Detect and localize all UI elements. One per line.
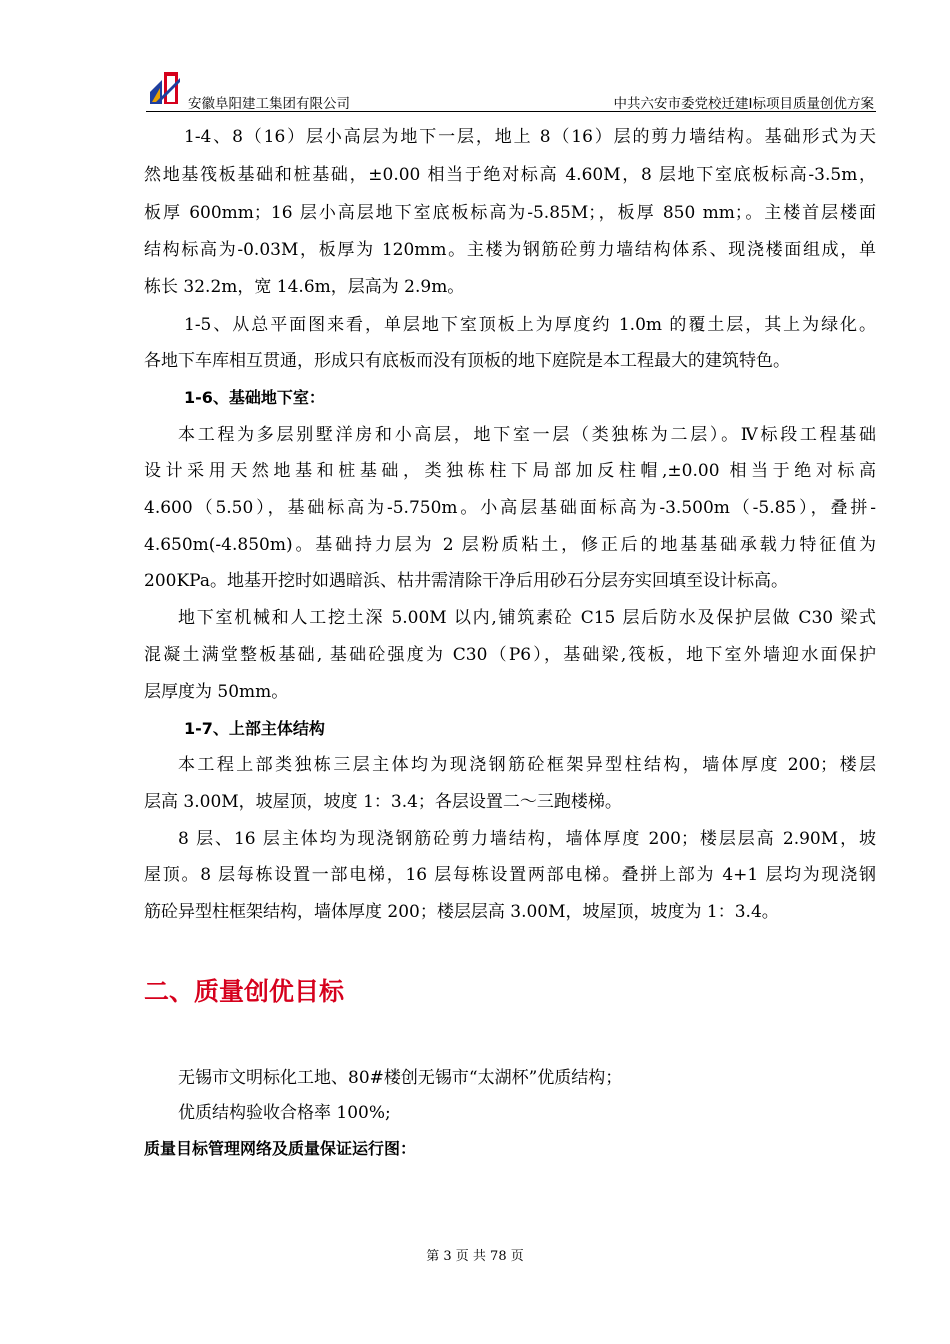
- paragraph-line: 混凝土满堂整板基础, 基础砼强度为 C30（P6），基础梁,筏板，地下室外墙迎水面保护: [144, 645, 876, 665]
- paragraph-line: 200KPa。地基开挖时如遇暗浜、枯井需清除干净后用砂石分层夯实回填至设计标高。: [144, 571, 788, 591]
- paragraph-line: 层高 3.00M，坡屋顶，坡度 1：3.4；各层设置二～三跑楼梯。: [144, 792, 622, 812]
- paragraph-line: 无锡市文明标化工地、80#楼创无锡市“太湖杯”优质结构；: [178, 1068, 623, 1088]
- header-company-name: 安徽阜阳建工集团有限公司: [188, 96, 350, 112]
- paragraph-line: 1-5、从总平面图来看，单层地下室顶板上为厚度约 1.0m 的覆土层，其上为绿化。: [184, 315, 876, 335]
- paragraph-line: 优质结构验收合格率 100%;: [178, 1103, 391, 1123]
- section-heading-quality-goal: 二、质量创优目标: [144, 977, 345, 1006]
- paragraph-line: 筋砼异型柱框架结构，墙体厚度 200；楼层层高 3.00M，坡屋顶，坡度为 1：3.4。: [144, 902, 779, 922]
- company-logo: [148, 70, 180, 106]
- paragraph-line: 层厚度为 50mm。: [144, 682, 289, 702]
- paragraph-line: 各地下车库相互贯通，形成只有底板而没有顶板的地下庭院是本工程最大的建筑特色。: [144, 351, 790, 371]
- header-document-title: 中共六安市委党校迁建Ⅰ标项目质量创优方案: [613, 96, 874, 112]
- paragraph-line: 本工程为多层别墅洋房和小高层，地下室一层（类独栋为二层）。Ⅳ标段工程基础: [178, 425, 876, 445]
- paragraph-line: 结构标高为-0.03M，板厚为 120mm。主楼为钢筋砼剪力墙结构体系、现浇楼面组成，单: [144, 240, 876, 260]
- section-heading-1-7: 1-7、上部主体结构: [184, 719, 325, 738]
- header-divider: [146, 111, 876, 112]
- paragraph-line: 屋顶。8 层每栋设置一部电梯，16 层每栋设置两部电梯。叠拼上部为 4+1 层均为现浇钢: [144, 865, 876, 885]
- paragraph-line: 板厚 600mm；16 层小高层地下室底板标高为-5.85M；，板厚 850 mm；。主楼首层楼面: [144, 203, 876, 223]
- paragraph-line: 地下室机械和人工挖土深 5.00M 以内,铺筑素砼 C15 层后防水及保护层做 C30 梁式: [178, 608, 876, 628]
- paragraph-line: 4.600（5.50），基础标高为-5.750m。小高层基础面标高为-3.500m（-5.85），叠拼-: [144, 498, 876, 518]
- section-heading-1-6: 1-6、基础地下室：: [184, 388, 325, 407]
- subheading-quality-network: 质量目标管理网络及质量保证运行图：: [144, 1139, 417, 1158]
- paragraph-line: 本工程上部类独栋三层主体均为现浇钢筋砼框架异型柱结构，墙体厚度 200；楼层: [178, 755, 876, 775]
- paragraph-line: 8 层、16 层主体均为现浇钢筋砼剪力墙结构，墙体厚度 200；楼层层高 2.90M，坡: [178, 829, 876, 849]
- paragraph-line: 1-4、8（16）层小高层为地下一层，地上 8（16）层的剪力墙结构。基础形式为天: [184, 127, 876, 147]
- paragraph-line: 4.650m(-4.850m)。基础持力层为 2 层粉质粘土，修正后的地基基础承载力特征值为: [144, 535, 876, 555]
- paragraph-line: 然地基筏板基础和桩基础，±0.00 相当于绝对标高 4.60M，8 层地下室底板标高-3.5m，: [144, 165, 876, 185]
- paragraph-line: 栋长 32.2m，宽 14.6m，层高为 2.9m。: [144, 277, 465, 297]
- paragraph-line: 设计采用天然地基和桩基础，类独栋柱下局部加反柱帽,±0.00 相当于绝对标高: [144, 461, 876, 481]
- page-number: 第 3 页 共 78 页: [426, 1249, 524, 1264]
